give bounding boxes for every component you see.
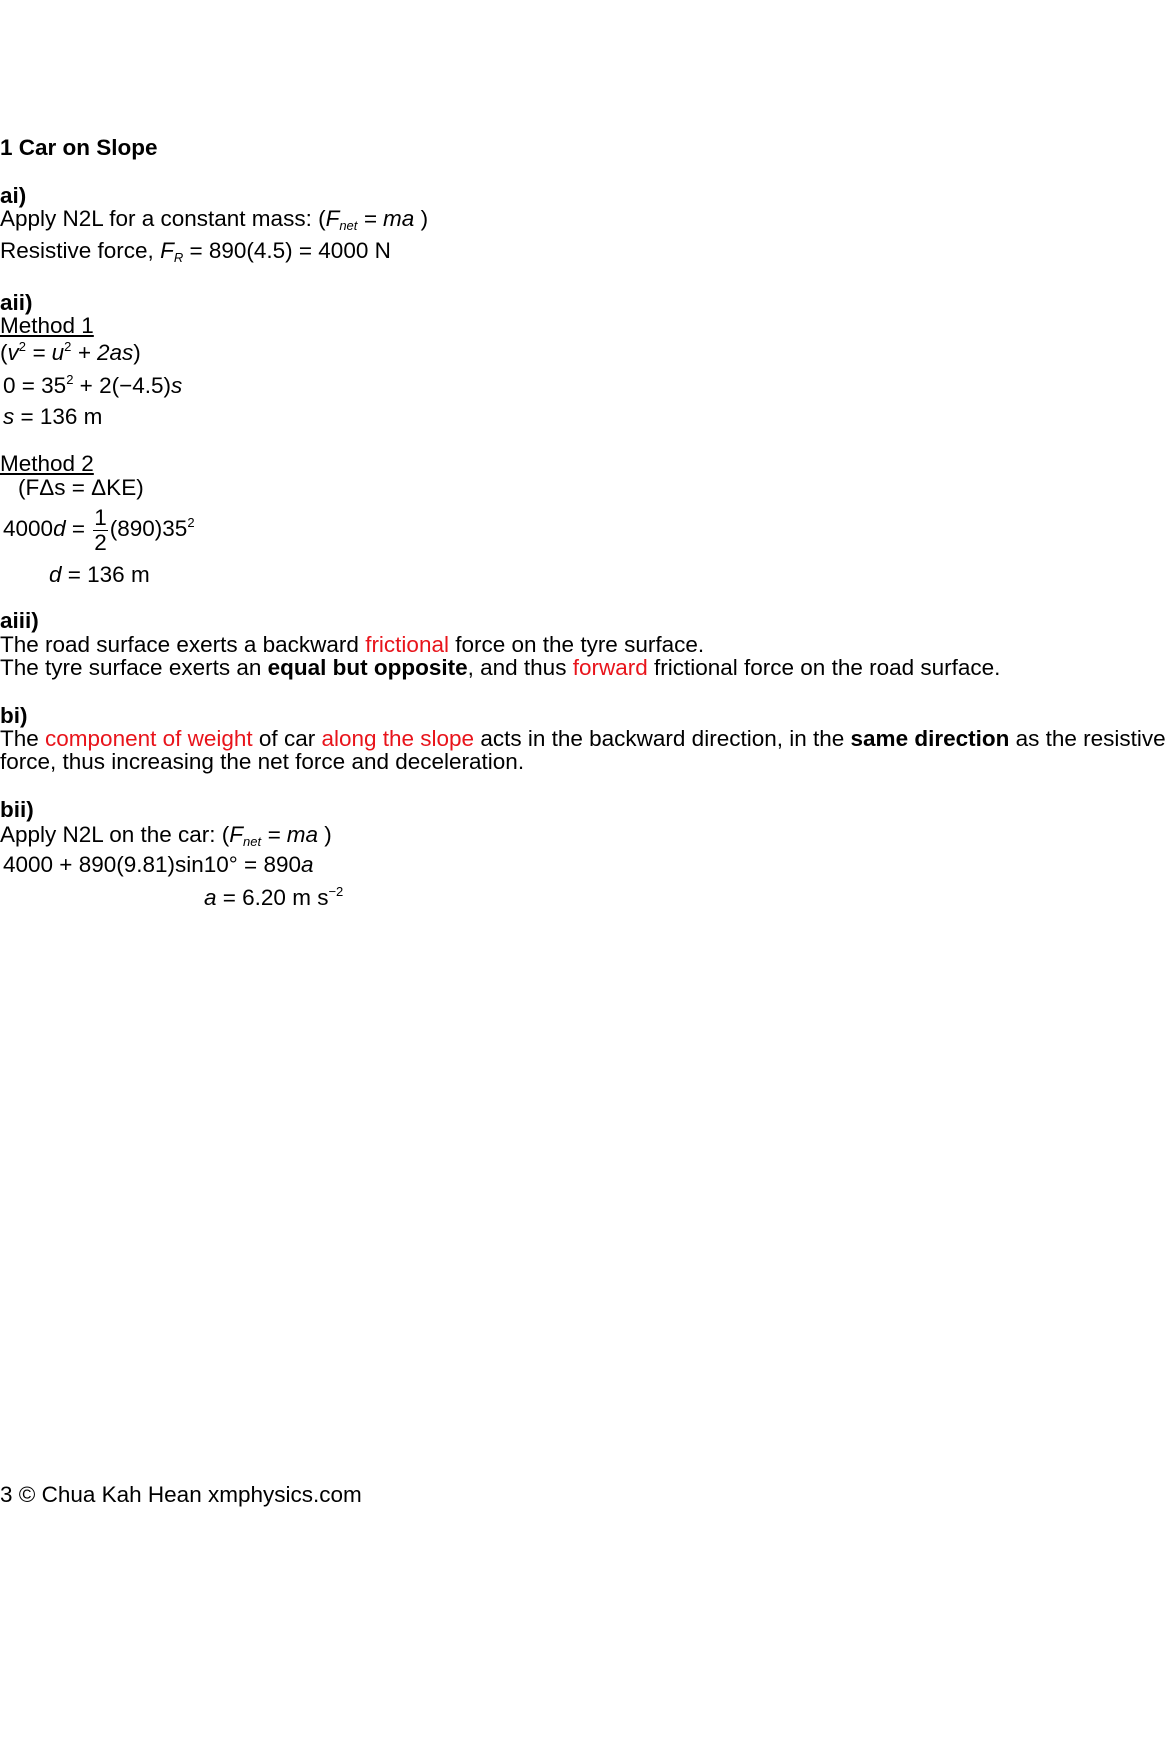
ai-line-1: Apply N2L for a constant mass: ($F_{net}$ = ma ) (0, 206, 429, 233)
heading-bi: bi) (0, 703, 28, 728)
method-1-formula: $(v^2 = u^2 + 2as)$ (0, 339, 141, 365)
page-footer: 3 © Chua Kah Hean xmphysics.com (0, 1482, 362, 1507)
aiii-line-1: The road surface exerts a backward frictional force on the tyre surface. (0, 632, 705, 657)
bi-line-1: The component of weight of car along the slope acts in the backward direction, in the same direction as the resistive (0, 726, 1166, 751)
bi-line-2: force, thus increasing the net force and deceleration. (0, 749, 525, 774)
ai-line-2: Resistive force, $F_R = 890(4.5) = 4000$ N (0, 238, 391, 265)
heading-bii: bii) (0, 797, 34, 822)
method-2-formula: (FΔs = ΔKE) (18, 475, 144, 500)
method-1-line-3: s = 136 m (3, 404, 103, 429)
section-title: 1 Car on Slope (0, 135, 158, 160)
method-2-line-3: d = 136 m (49, 562, 150, 587)
method-1-label: Method 1 (0, 313, 94, 338)
bii-line-2: 4000 + 890(9.81)sin10° = 890a (3, 852, 314, 877)
heading-aii: aii) (0, 290, 33, 315)
heading-aiii: aiii) (0, 608, 39, 633)
method-1-line-2: $0 = 35^2 + 2(-4.5)s$ (3, 372, 183, 398)
aiii-line-2: The tyre surface exerts an equal but opposite, and thus forward frictional force on the road surface. (0, 655, 1001, 680)
bii-line-1: Apply N2L on the car: ($F_{net}$ = ma ) (0, 822, 332, 849)
fraction-half: $\frac{1}{2}$ (94, 505, 107, 555)
bii-line-3: a = 6.20 m $s^{-2}$ (204, 884, 344, 910)
method-2-label: Method 2 (0, 451, 94, 476)
heading-ai: ai) (0, 183, 27, 208)
method-2-line-2: 4000d = $\frac{1}{2}$ $(890)35^2$ (3, 505, 195, 555)
